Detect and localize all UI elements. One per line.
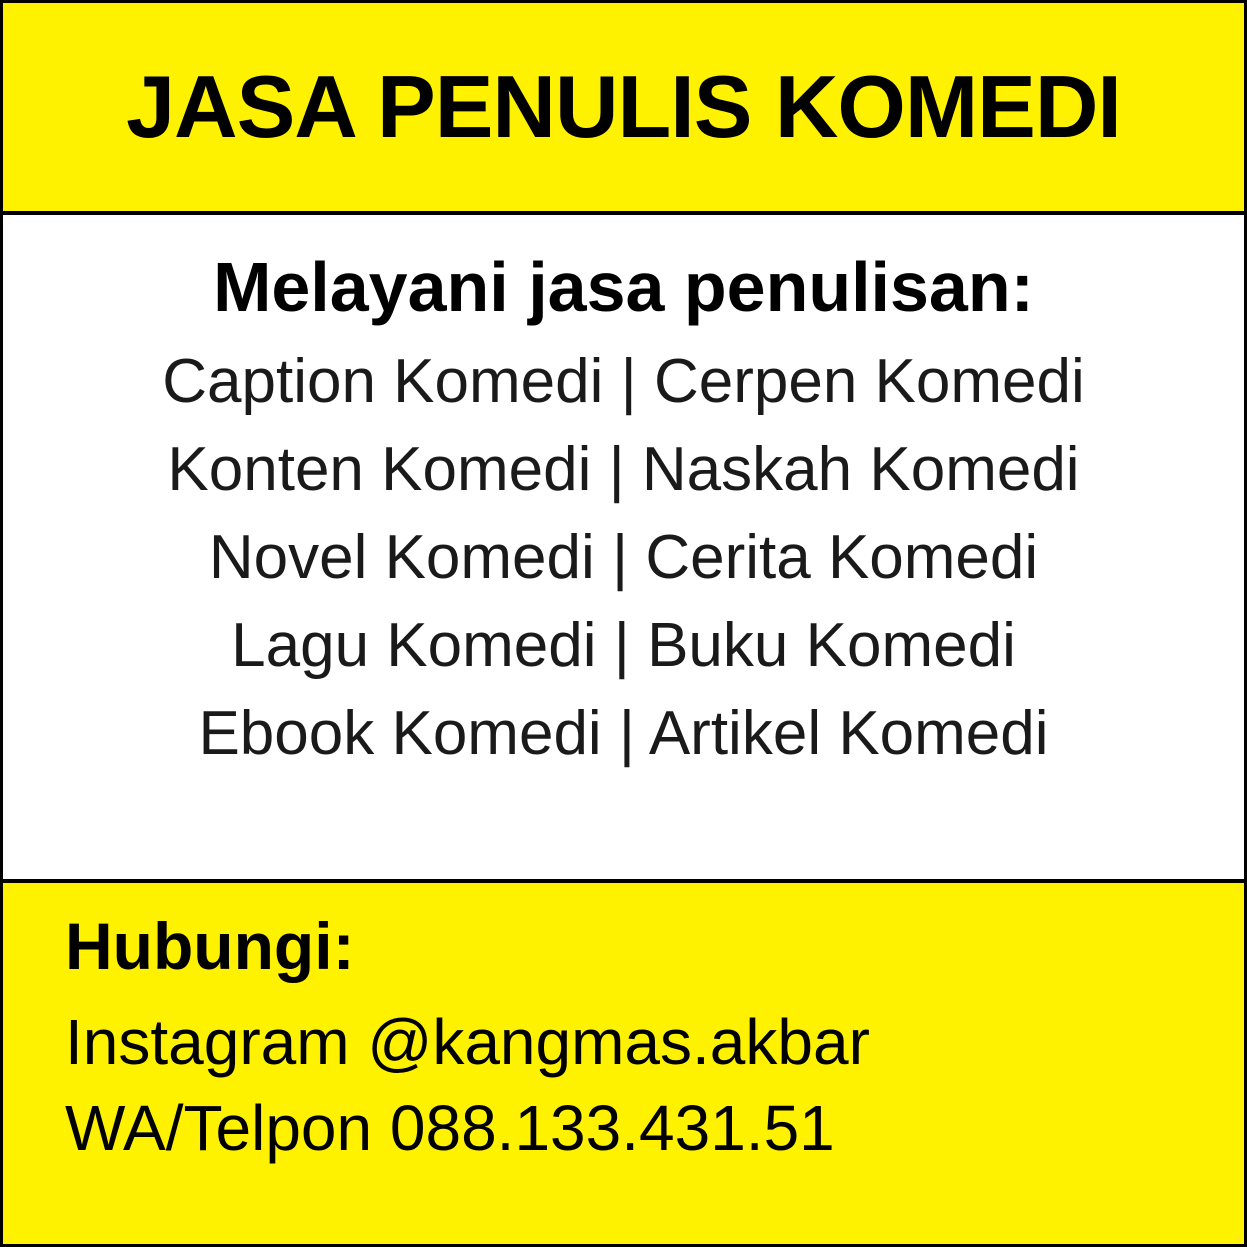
service-line: Caption Komedi | Cerpen Komedi (162, 347, 1085, 416)
header-band (3, 3, 1244, 215)
service-line: Novel Komedi | Cerita Komedi (208, 523, 1039, 593)
service-line: Ebook Komedi | Artikel Komedi (198, 699, 1049, 769)
phone-number: WA/Telpon 088.133.431.51 (65, 1092, 835, 1165)
contact-band (3, 879, 1244, 1244)
service-line: Lagu Komedi | Buku Komedi (231, 611, 1016, 681)
service-line: Konten Komedi | Naskah Komedi (167, 435, 1080, 505)
contact-heading: Hubungi: (65, 909, 355, 983)
services-heading: Melayani jasa penulisan: (213, 248, 1034, 326)
instagram-handle: Instagram @kangmas.akbar (65, 1005, 870, 1078)
page-title: JASA PENULIS KOMEDI (126, 57, 1121, 156)
services-section (3, 215, 1244, 879)
